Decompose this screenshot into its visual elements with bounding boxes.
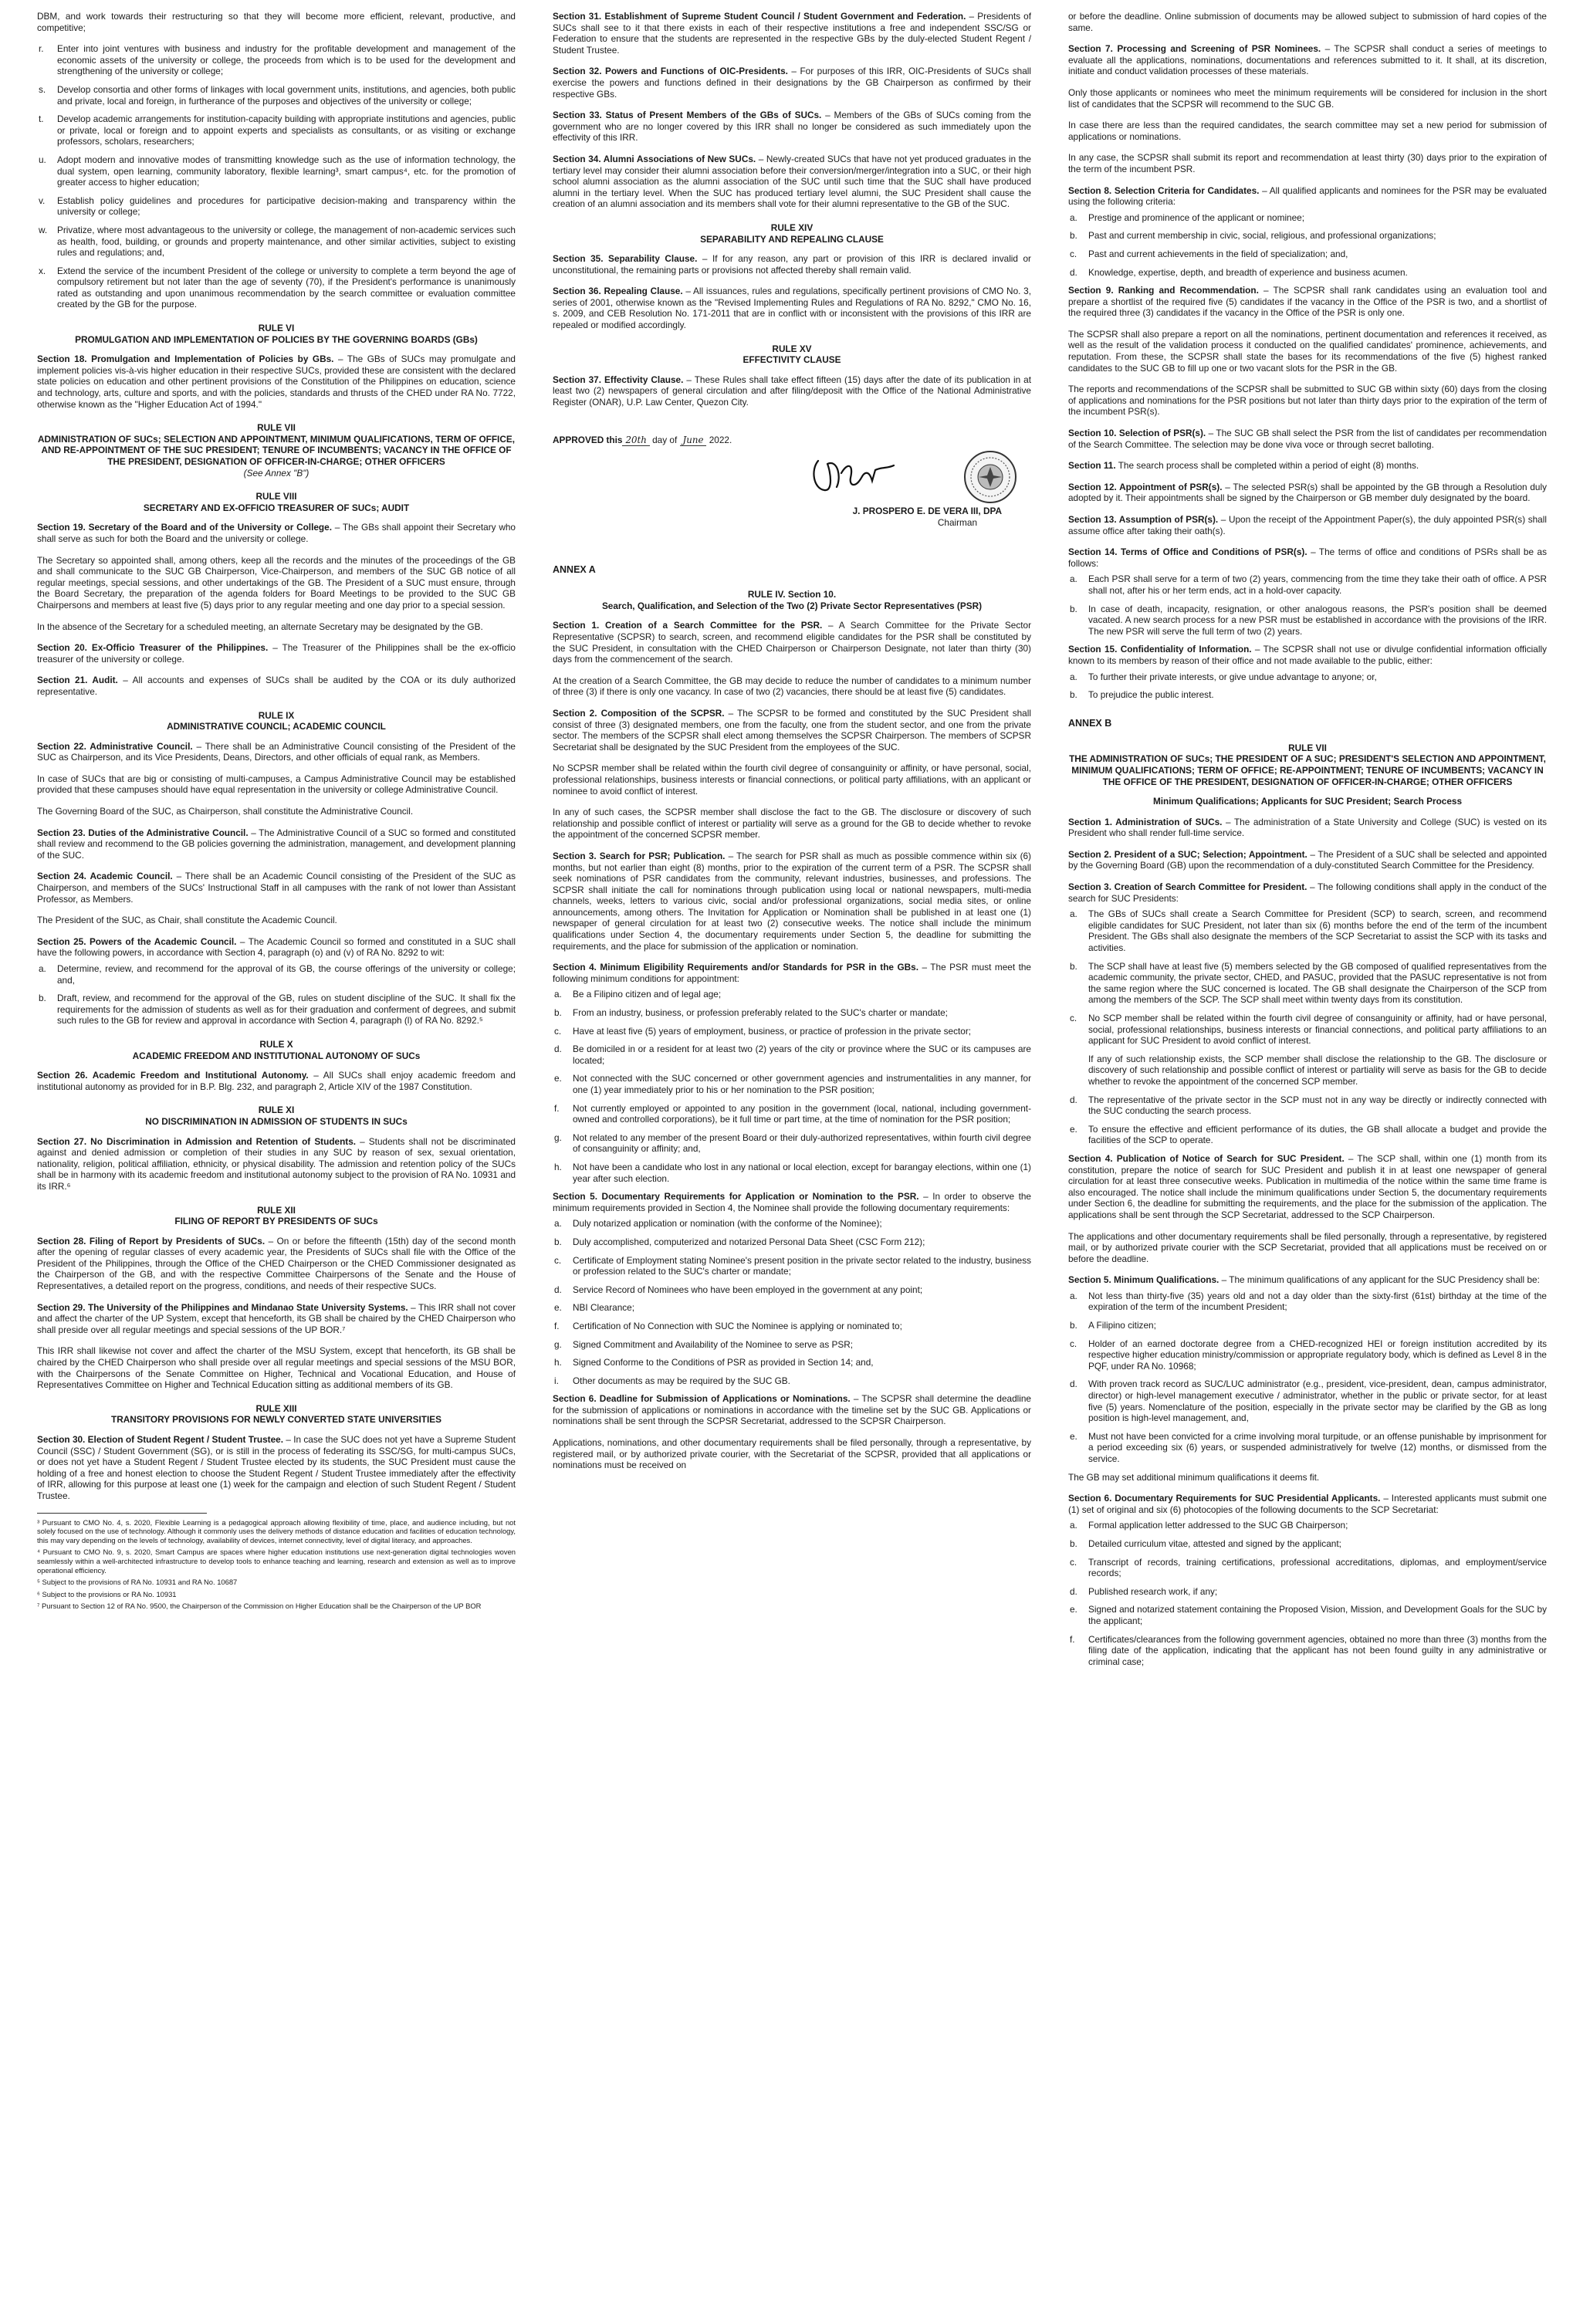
section-26: Section 26. Academic Freedom and Institutional Autonomy. – All SUCs shall enjoy academic freedom and institutional autonomy as provided for in B.P. Blg. 232, and paragraph 2, Article XIV of the 1987 Constitution. <box>37 1070 516 1092</box>
column-left <box>37 11 516 2319</box>
list-item-text: If any of such relationship exists, the SCP member shall disclose the relationship to the GB. The disclosure or discovery of such relationship and possible conflict of interest or partiality will serve as basis for the GB to decide whether to revoke the appointment of the concerned SCP member. <box>1088 1053 1547 1087</box>
list-item-label: e. <box>554 1073 562 1084</box>
section-34: Section 34. Alumni Associations of New SUCs. – Newly-created SUCs that have not yet produced graduates in the tertiary level may consider their alumni association before their conversion/merger/integration into a SUC, or their high school alumni association as the alumni association of the SUC until such time that the SUC shall have produced alumni in the tertiary level. When the SUC has produced tertiary level alumni, the SUC President shall cause the creation of an alumni association and its members shall vote for their alumni representative to the GB of the SUC. <box>553 153 1031 210</box>
list-item-label: t. <box>39 113 44 125</box>
list-item-label: c. <box>1070 248 1077 259</box>
list-item <box>37 225 516 259</box>
list-item-text: Duly accomplished, computerized and notarized Personal Data Sheet (CSC Form 212); <box>573 1236 925 1247</box>
list-item <box>1068 267 1547 279</box>
list-item-label: r. <box>39 43 44 55</box>
list-item-label: h. <box>554 1357 562 1368</box>
column-right <box>1068 11 1547 2319</box>
list-item <box>553 1218 1031 1230</box>
list-item <box>1068 1538 1547 1550</box>
list-item-label: b. <box>1070 1320 1077 1331</box>
list-item-text: With proven track record as SUC/LUC administrator (e.g., president, vice-president, dean, campus administrator, director) or high-level management executive / administrator, whether in the public or private sector, for at least five (5) years. Nomenclature of the position, especially in the private sector may be clarified by the GB as long position is high-level management, and, <box>1088 1379 1547 1424</box>
annex-a-section-9-paragraph: The SCPSR shall also prepare a report on all the nominations, pertinent documentation and references it received, as well as the result of the validation process it conducted on the qualified candidates' prominence, achievements, and reputation. From these, the SCPSR shall state the bases for its recommendations of the five (5) highest ranked candidates to the SUC GB to fill up one or two vacant slots for the PSR in the GB. <box>1068 328 1547 374</box>
list-item-text: Other documents as may be required by the SUC GB. <box>573 1375 790 1386</box>
list-academic-council-powers <box>37 963 516 1027</box>
list-item <box>1068 1320 1547 1331</box>
list-item <box>1068 604 1547 638</box>
annex-b-section-3: Section 3. Creation of Search Committee for President. – The following conditions shall apply in the conduct of the search for SUC Presidents: <box>1068 881 1547 904</box>
list-item-label: a. <box>1070 1520 1077 1531</box>
annex-a-heading: ANNEX A <box>553 564 596 576</box>
list-item <box>553 1103 1031 1125</box>
column-middle <box>553 11 1031 2319</box>
rule-heading: RULE XIII TRANSITORY PROVISIONS FOR NEWLY CONVERTED STATE UNIVERSITIES <box>110 1402 442 1426</box>
list-item <box>37 963 516 986</box>
annex-b-section-5: Section 5. Minimum Qualifications. – The minimum qualifications of any applicant for the SUC Presidency shall be: <box>1068 1274 1540 1286</box>
list-item-text: To ensure the effective and efficient performance of its duties, the GB shall allocate a budget and provide the facilities of the SCP to operate. <box>1088 1123 1547 1146</box>
list-item-text: Holder of an earned doctorate degree from a CHED-recognized HEI or foreign institution accredited by its respective higher education ministry/commission or appropriate regulatory body, which is defined as Level 8 in the PQF, under RA No. 10968; <box>1088 1338 1547 1372</box>
list-item-label: i. <box>554 1375 559 1386</box>
section-29: Section 29. The University of the Philippines and Mindanao State University Systems. – This IRR shall not cover and affect the charter of the UP System, except that henceforth, its GB shall be chaired by the CHED Chairperson who shall preside over all regular meetings and special sessions of the UP BOR.⁷ <box>37 1301 516 1335</box>
rule-heading: RULE XII FILING OF REPORT BY PRESIDENTS OF SUCs <box>174 1204 378 1227</box>
lead-paragraph: DBM, and work towards their restructuring so that they will become more efficient, relevant, productive, and competitive; <box>37 11 516 33</box>
list-item <box>553 1026 1031 1037</box>
footnote: ⁷ Pursuant to Section 12 of RA No. 9500, the Chairperson of the Commission on Higher Education shall be the Chairperson of the UP BOR <box>37 1602 482 1611</box>
official-seal-icon <box>963 450 1017 504</box>
list-item <box>37 266 516 310</box>
annex-a-section-7-paragraph: Only those applicants or nominees who meet the minimum requirements will be considered for inclusion in the short list of candidates that the SCPSR will recommend to the SUC GB. <box>1068 86 1547 110</box>
rule-heading: RULE VIII SECRETARY AND EX-OFFICIO TREASURER OF SUCs; AUDIT <box>143 491 410 513</box>
annex-a-section-3: Section 3. Search for PSR; Publication. – The search for PSR shall as much as possible commence within six (6) months, but not earlier than eight (8) months, prior to the expiration of the current term of a PSR. The SCPSR shall seek nominations of PSR candidates from the community, relevant industries, businesses, and professions. The SCPSR shall initiate the call for nominations through publication using local or national newspapers, multi-media channels, weeks, letters to various civic, social and/or professional organizations, social media sites, or online announcements, among others. The Invitation for Application or Nomination shall be published in at least one (1) newspaper of general circulation for at least two (2) consecutive weeks. The notice shall include the minimum qualifications under Section 4, the documentary requirements under Section 5, the deadline for submitting the requirements, and the place for submission of the application or nomination. <box>553 850 1031 952</box>
list-item-label: g. <box>554 1132 562 1143</box>
rule-heading: RULE XI NO DISCRIMINATION IN ADMISSION OF STUDENTS IN SUCs <box>145 1104 408 1127</box>
section-23: Section 23. Duties of the Administrative Council. – The Administrative Council of a SUC so formed and constituted shall review and recommend to the GB policies governing the administration, management, and development planning of the SUC. <box>37 827 516 861</box>
list-item-label: f. <box>1070 1633 1075 1645</box>
list-item-text: Prestige and prominence of the applicant or nominee; <box>1088 211 1305 223</box>
list-item-label: f. <box>554 1102 560 1114</box>
list-item-label: c. <box>554 1254 562 1266</box>
list-item <box>553 1236 1031 1248</box>
signature-block <box>553 455 1031 547</box>
list-item-text: Duly notarized application or nomination (with the conforme of the Nominee); <box>573 1218 882 1230</box>
list-item-label: c. <box>1070 1556 1077 1568</box>
list-item-label: h. <box>554 1161 562 1172</box>
list-item <box>1068 908 1547 953</box>
list-item-text: Be a Filipino citizen and of legal age; <box>573 989 722 1000</box>
rule-heading: RULE X ACADEMIC FREEDOM AND INSTITUTIONAL AUTONOMY OF SUCs <box>132 1038 421 1061</box>
list-psr-eligibility <box>553 989 1031 1184</box>
list-item-label: b. <box>554 1007 562 1019</box>
list-item-label: c. <box>1070 1013 1077 1023</box>
annex-a-section-7-paragraph: In case there are less than the required candidates, the search committee may set a new period for submission of applications or nominations. <box>1068 120 1547 142</box>
annex-b-section-5-paragraph: The GB may set additional minimum qualifications it deems fit. <box>1068 1471 1320 1483</box>
list-item <box>37 43 516 77</box>
list-item <box>553 1339 1031 1351</box>
list-item <box>1068 671 1547 683</box>
annex-a-section-8: Section 8. Selection Criteria for Candidates. – All qualified applicants and nominees for the PSR may be evaluated using the following criteria: <box>1068 184 1547 208</box>
list-item-text: In case of death, incapacity, resignation, or other analogous reasons, the PSR's position shall be deemed vacated. A new search process for a new PSR must be established in accordance with the provisions of the IRR. The new PSR will serve the full term of two (2) years. <box>1088 603 1547 637</box>
annex-a-section-4: Section 4. Minimum Eligibility Requirements and/or Standards for PSR in the GBs. – The PSR must meet the following minimum conditions for appointment: <box>553 962 1031 984</box>
footnote: ⁶ Subject to the provisions or RA No. 10931 <box>37 1589 177 1598</box>
footnote: ³ Pursuant to CMO No. 4, s. 2020, Flexible Learning is a pedagogical approach allowing flexibility of time, place, and audience including, but not solely focused on the use of technology. Although it commonly uses the delivery methods of distance education and facilities of education technology, this may vary depending on the levels of technology, availability of devices, internet connectivity, level of digital literacy, and approaches. <box>37 1517 516 1544</box>
annex-b-section-2: Section 2. President of a SUC; Selection; Appointment. – The President of a SUC shall be selected and appointed by the Governing Board (GB) upon the recommendation of a duly-constituted Search Committee for the Presidency. <box>1068 848 1547 871</box>
list-item-label: g. <box>554 1338 562 1350</box>
list-item-text: Have at least five (5) years of employment, business, or practice of profession in the private sector; <box>573 1025 972 1037</box>
list-item <box>37 113 516 147</box>
list-item <box>1068 1094 1547 1117</box>
list-item <box>1068 212 1547 224</box>
list-item <box>37 993 516 1027</box>
section-19-paragraph: The Secretary so appointed shall, among others, keep all the records and the minutes of the proceedings of the GB and shall communicate to the SUC GB Chairperson, Vice-Chairperson, and members of the SUC GB notice of all regular meetings, special sessions, and other undertakings of the GB. The President of a SUC must ensure, through the Board Secretary, the preparation of the agenda folders for Board Meetings to be provided to the SUC GB Chairpersons and members at least five (5) days prior to any regular meeting and one day prior to a special session. <box>37 554 516 611</box>
list-item-text: Certification of No Connection with SUC the Nominee is applying or nominated to; <box>573 1320 902 1331</box>
list-item <box>1068 573 1547 596</box>
list-item <box>553 989 1031 1000</box>
annex-a-section-13: Section 13. Assumption of PSR(s). – Upon the receipt of the Appointment Paper(s), the duly appointed PSR(s) shall assume office after taking their oath(s). <box>1068 514 1547 536</box>
list-item-text: The representative of the private sector in the SCP must not in any way be directly or indirectly connected with the SUC conducting the search process. <box>1088 1094 1547 1117</box>
list-item-label: a. <box>39 963 46 974</box>
annex-a-section-9: Section 9. Ranking and Recommendation. – The SCPSR shall rank candidates using an evaluation tool and prepare a shortlist of the required five (5) candidates if the vacancy in the Office of the PSR is two, and a shortlist of the required three (3) candidates if the vacancy in the Office of the PSR is only one. <box>1068 285 1547 319</box>
list-item-label: a. <box>1070 211 1077 223</box>
list-item-text: Past and current achievements in the field of specialization; and, <box>1088 248 1348 259</box>
section-24-paragraph: The President of the SUC, as Chair, shall constitute the Academic Council. <box>37 915 337 926</box>
list-item-text: Determine, review, and recommend for the approval of its GB, the course offerings of the university or college; and, <box>57 963 516 986</box>
list-item-label: u. <box>39 154 46 165</box>
section-36: Section 36. Repealing Clause. – All issuances, rules and regulations, specifically pertinent provisions of CMO No. 3, series of 2001, otherwise known as the "Revised Implementing Rules and Regulations of RA No. 8292," CMO No. 16, s. 2009, and CEB Resolution No. 171-2011 that are in conflict with or inconsistent with the provisions of this IRR are repealed or modified accordingly. <box>553 286 1031 331</box>
list-item-text: Enter into joint ventures with business and industry for the profitable development and management of the economic assets of the university or college, the proceeds from which is to be used for the development and strengthening of the university or college; <box>57 43 516 77</box>
list-item-text: Certificate of Employment stating Nominee's present position in the private sector related to the industry, business or profession related to the SUC's charter or mandate; <box>573 1254 1031 1277</box>
list-item <box>1068 249 1547 260</box>
signatory-title: Chairman <box>937 517 977 529</box>
list-item-label: a. <box>1070 1290 1077 1301</box>
list-item-text: Each PSR shall serve for a term of two (2) years, commencing from the time they take their oath of office. A PSR shall not, after his or her term ends, act in a hold-over capacity. <box>1088 573 1547 596</box>
annex-a-section-9-paragraph: The reports and recommendations of the SCPSR shall be submitted to SUC GB within sixty (60) days from the closing of applications and nominations for the PSR positions but not later than thirty days prior to the expiration of the term of the incumbent PSR(s). <box>1068 384 1547 418</box>
list-item-label: d. <box>554 1044 562 1055</box>
list-item <box>1068 1557 1547 1579</box>
annex-a-section-2-paragraph: No SCPSR member shall be related within the fourth civil degree of consanguinity or affinity, or have personal, social, professional relationships, business interests or financial connections, or political party affiliations, with an applicant or nominee to avoid conflict of interest. <box>553 763 1031 797</box>
approval-line: APPROVED this 20th day of June 2022. <box>553 434 732 445</box>
list-item-text: Not have been a candidate who lost in any national or local election, except for barangay elections, within one (1) year after such election. <box>573 1161 1031 1184</box>
list-item-label: c. <box>1070 1338 1077 1349</box>
list-item <box>553 1321 1031 1332</box>
annex-a-section-14: Section 14. Terms of Office and Conditions of PSR(s). – The terms of office and conditions of PSRs shall be as follows: <box>1068 546 1547 569</box>
annex-a-section-10: Section 10. Selection of PSR(s). – The SUC GB shall select the PSR from the list of candidates per recommendation of the Search Committee. The selection may be done viva voce or through secret balloting. <box>1068 428 1547 450</box>
list-item <box>1068 1431 1547 1465</box>
list-item-text: Not connected with the SUC concerned or other government agencies and instrumentalities in any manner, for one (1) year immediately prior to his or her nomination to the PSR position; <box>573 1073 1031 1095</box>
section-31: Section 31. Establishment of Supreme Student Council / Student Government and Federation. – Presidents of SUCs shall see to it that there exists in each of their respective institutions a free and independent SSC/SG or Federation to ensure that the students are represented in the respective GBs by the duly-elected Student Regent / Student Trustee. <box>553 11 1031 56</box>
section-22: Section 22. Administrative Council. – There shall be an Administrative Council consisting of the President of the SUC as Chairperson, and its Vice Presidents, Deans, Directors, and other officials of equal rank, as Members. <box>37 740 516 763</box>
list-item-label: b. <box>1070 960 1077 972</box>
list-item <box>553 1302 1031 1314</box>
list-item-text: Privatize, where most advantageous to the university or college, the management of non-academic services such as health, food, building, or grounds and property maintenance, and other similar activities, subject to existing rules and regulations; and, <box>57 224 516 259</box>
rule-heading: RULE XV EFFECTIVITY CLAUSE <box>743 343 841 366</box>
list-item-text: Published research work, if any; <box>1088 1585 1218 1597</box>
list-item-text: A Filipino citizen; <box>1088 1320 1156 1331</box>
section-22-paragraph: In case of SUCs that are big or consisting of multi-campuses, a Campus Administrative Council may be established provided that these campuses should have equal representation in the university or college Administrative Council. <box>37 773 516 796</box>
list-terms-of-office <box>1068 573 1547 637</box>
annex-a-section-5: Section 5. Documentary Requirements for Application or Nomination to the PSR. – In order to observe the minimum requirements provided in Section 4, the Nominee shall provide the following documentary requirements: <box>553 1191 1031 1213</box>
list-item <box>1068 1124 1547 1146</box>
annex-a-section-12: Section 12. Appointment of PSR(s). – The selected PSR(s) shall be appointed by the GB through a Resolution duly adopted by it. Their appointments shall be signed by the Chairperson or GB member duly designated by the board. <box>1068 481 1547 504</box>
rule-heading: RULE VII ADMINISTRATION OF SUCs; SELECTION AND APPOINTMENT, MINIMUM QUALIFICATIONS, TERM OF OFFICE, AND RE-APPOINTMENT OF THE SUC PRESIDENT; TENURE OF INCUMBENTS; VACANCY IN THE OFFICE OF THE PRESIDENT, DESIGNATION OF OFFICER-IN-CHARGE; OTHER OFFICERS (See Annex "B") <box>37 422 515 479</box>
list-item <box>553 1255 1031 1277</box>
rule-heading: RULE IV. Section 10. Search, Qualification, and Selection of the Two (2) Private Sector Representatives (PSR) <box>601 589 983 611</box>
list-item <box>1068 1013 1547 1047</box>
list-item <box>1068 1291 1547 1313</box>
list-item-text: Formal application letter addressed to the SUC GB Chairperson; <box>1088 1520 1348 1531</box>
annex-b-section-4-paragraph: The applications and other documentary requirements shall be filed personally, through a representative, by registered mail, or by authorized private courier with the SCP Secretariat, provided that all applications must be received on or before the deadline. <box>1068 1230 1547 1264</box>
list-item-text: Be domiciled in or a resident for at least two (2) years of the city or province where the SUC or its campuses are located; <box>573 1044 1031 1066</box>
list-item-label: a. <box>1070 573 1077 585</box>
list-presidential-documents <box>1068 1520 1547 1667</box>
list-item <box>1068 1634 1547 1668</box>
list-item-text: No SCP member shall be related within the fourth civil degree of consanguinity or affinity, had or have personal, social, professional relationships, business interests or financial connections, and political party affiliations to an applicant for SUC President to avoid conflict of interest. <box>1088 1013 1547 1047</box>
section-33: Section 33. Status of Present Members of the GBs of SUCs. – Members of the GBs of SUCs coming from the government who are no longer covered by this IRR shall no longer be considered as such immediately upon the effectivity of this IRR. <box>553 110 1031 144</box>
rule-heading: RULE VI PROMULGATION AND IMPLEMENTATION OF POLICIES BY THE GOVERNING BOARDS (GBs) <box>75 323 478 345</box>
list-item-text: Develop academic arrangements for institution-capacity building with appropriate institutions and agencies, public or private, local or foreign and to appoint experts and specialists as consultants, or as visiting or exchange professors, scholars, researchers; <box>57 113 516 147</box>
list-item-text: To further their private interests, or give undue advantage to anyone; or, <box>1088 671 1377 682</box>
list-item-label: a. <box>1070 908 1077 920</box>
list-item-label: e. <box>1070 1604 1077 1615</box>
list-item <box>1068 1586 1547 1598</box>
list-item <box>553 1375 1031 1387</box>
list-item-text: Transcript of records, training certifications, professional accreditations, diplomas, and employment/service records; <box>1088 1556 1547 1579</box>
list-item-label: b. <box>1070 689 1077 701</box>
list-item-label: d. <box>1070 1585 1077 1597</box>
list-item <box>553 1162 1031 1184</box>
list-item-text: Service Record of Nominees who have been employed in the government at any point; <box>573 1284 923 1295</box>
list-item-label: a. <box>1070 671 1077 682</box>
footnotes <box>37 1518 516 1611</box>
list-item-text: NBI Clearance; <box>573 1302 634 1314</box>
list-powers-r-to-x <box>37 43 516 310</box>
list-search-committee-conditions <box>1068 908 1547 1146</box>
list-item-label: d. <box>1070 266 1077 278</box>
section-21: Section 21. Audit. – All accounts and expenses of SUCs shall be audited by the COA or its duly authorized representative. <box>37 675 516 697</box>
list-confidentiality <box>1068 671 1547 701</box>
list-item-label: v. <box>39 195 46 206</box>
list-item-label: f. <box>554 1320 560 1331</box>
annex-a-section-1: Section 1. Creation of a Search Committee for the PSR. – A Search Committee for the Private Sector Representative (SCPSR) to search, screen, and recommend eligible candidates for the PSR shall be constituted by the SUC President, in consultation with the CHED Chairperson or Chairperson Designate, not later than thirty (30) days from the commencement of the search. <box>553 620 1031 665</box>
section-25: Section 25. Powers of the Academic Council. – The Academic Council so formed and constituted in a SUC shall have the following powers, in accordance with Section 4, paragraph (o) and (v) of RA No. 8292 to wit: <box>37 935 516 959</box>
annex-a-section-2: Section 2. Composition of the SCPSR. – The SCPSR to be formed and constituted by the SUC President shall consist of three (3) designated members, one from the faculty, one from the student sector, and one from the private sector. The members of the SCPSR shall elect among themselves the SCPSR Chairperson. The members of SCPSR Secretariat shall be designated by the SUC President from the employees of the SUC. <box>553 707 1031 753</box>
list-item-label: e. <box>1070 1123 1077 1135</box>
list-item <box>1068 1604 1547 1626</box>
annex-a-section-1-paragraph: At the creation of a Search Committee, the GB may decide to reduce the number of candidates to a minimum number of three (3) if there is only one vacancy. In case of two (2) vacancies, there should be at least five (5) candidates. <box>553 675 1031 698</box>
annex-a-section-6-paragraph: Applications, nominations, and other documentary requirements shall be filed personally, through a representative, by registered mail, or by authorized private courier, with the Secretariat of the SCPSR, provided that all applications or nominations must be received on <box>553 1437 1031 1471</box>
section-20: Section 20. Ex-Officio Treasurer of the Philippines. – The Treasurer of the Philippines shall be the ex-officio treasurer of the university or college. <box>37 642 516 665</box>
list-item <box>1068 961 1547 1006</box>
list-item-text: Draft, review, and recommend for the approval of the GB, rules on student discipline of the SUC. It shall fix the requirements for the admission of students as well as for their graduation and conferment of degrees, and submit such rules to the GB for review and approval in accordance with Section 4, paragraph (l) of RA No. 8292.⁵ <box>57 993 516 1027</box>
rule-heading: RULE XIV SEPARABILITY AND REPEALING CLAUSE <box>700 222 884 245</box>
list-item <box>553 1044 1031 1066</box>
list-item-text: The SCP shall have at least five (5) members selected by the GB composed of qualified representatives from the academic community, the private sector, CHED, and PASUC, provided that the PASUC representative is not from the same region where the SUC concerned is located. The GB shall designate the Chairperson of the SCP from among the members of the SCP. The SCP shall meet within twenty days from its constitution. <box>1088 960 1547 1006</box>
list-item-label: b. <box>1070 230 1077 242</box>
section-28: Section 28. Filing of Report by Presidents of SUCs. – On or before the fifteenth (15th) day of the second month after the opening of regular classes of every academic year, the Presidents of SUCs shall file with the Office of the President of the Philippines, through the Office of the CHED Chairperson or the CHED Commissioner designated as the Chairperson of the GB, and with the respective Committee Chairpersons of the Senate and the House of Representatives, a detailed report on the progress, conditions, and needs of their respective SUCs. <box>37 1235 516 1292</box>
list-item-text: From an industry, business, or profession preferably related to the SUC's charter or mandate; <box>573 1007 948 1019</box>
section-29-paragraph: This IRR shall likewise not cover and affect the charter of the MSU System, except that henceforth, its GB shall be chaired by the CHED Chairperson who shall preside over all regular meetings and special sessions of the MSU BOR, with the Chairpersons of the Senate Committee on Higher, Technical and Vocational Education, and House of Representatives Committee on Higher and Technical Education sitting as additional members of its GB. <box>37 1345 516 1391</box>
annex-a-section-15: Section 15. Confidentiality of Information. – The SCPSR shall not use or divulge confidential information officially known to its members by reason of their office and not made available to the public, either: <box>1068 644 1547 666</box>
list-item <box>1068 1338 1547 1372</box>
list-item-label: d. <box>1070 1094 1077 1105</box>
list-item-label: b. <box>1070 603 1077 614</box>
lead-paragraph: or before the deadline. Online submission of documents may be allowed subject to submission of hard copies of the same. <box>1068 11 1547 33</box>
list-item-label: x. <box>39 265 46 276</box>
list-item-text: Signed Commitment and Availability of the Nominee to serve as PSR; <box>573 1338 854 1350</box>
list-item <box>1068 689 1547 701</box>
handwritten-signature <box>807 455 900 501</box>
annex-b-section-6: Section 6. Documentary Requirements for SUC Presidential Applicants. – Interested applicants must submit one (1) set of original and six (6) photocopies of the following documents to the SCP Secretariat: <box>1068 1493 1547 1515</box>
list-psr-documents <box>553 1218 1031 1386</box>
section-30: Section 30. Election of Student Regent / Student Trustee. – In case the SUC does not yet have a Supreme Student Council (SSC) / Student Government (SG), or is still in the process of federating its SSC/SG, for multi-campus SUCs, or does not yet have a Student Regent / Student Trustee elected by its students, the SUC President must cause the holding of a free and honest election to choose the Student Regent / Student Trustee immediately after the effectivity of IRR, allowing for this purpose at least one (1) week for the campaign and election of such Student Regent / Student Trustee. <box>37 1434 516 1501</box>
rule-heading: RULE IX ADMINISTRATIVE COUNCIL; ACADEMIC COUNCIL <box>167 709 386 732</box>
section-18: Section 18. Promulgation and Implementation of Policies by GBs. – The GBs of SUCs may promulgate and implement policies vis-à-vis higher education in their respective SUCs, provided these are consistent with the declared state policies on education and other pertinent provisions of the Constitution of the Philippines on education, science and technology, arts, culture and sports, and with the policies, standards and thrusts of the CHED under RA No. 7722, otherwise known as the "Higher Education Act of 1994." <box>37 354 516 410</box>
list-item <box>553 1284 1031 1296</box>
annex-a-section-7: Section 7. Processing and Screening of PSR Nominees. – The SCPSR shall conduct a series of meetings to evaluate all the applications, nominations, documentations and references submitted to it. It shall, at its discretion, initiate and conduct validation processes of these materials. <box>1068 43 1547 77</box>
list-item-text: The GBs of SUCs shall create a Search Committee for President (SCP) to search, screen, and recommend eligible candidates for SUC President, not later than six (6) months before the end of the term of the incumbent President. The GBs shall also designate the members of the SCP Secretariat to assist the SCP with its tasks and activities. <box>1088 908 1547 954</box>
list-item <box>37 154 516 188</box>
list-item <box>1068 1379 1547 1423</box>
list-item-text: Certificates/clearances from the following government agencies, obtained no more than three (3) months from the filing date of the application, indicating that the applicant has not been found guilty in any administrative or criminal case; <box>1088 1633 1547 1667</box>
annex-b-heading: ANNEX B <box>1068 717 1112 729</box>
section-27: Section 27. No Discrimination in Admission and Retention of Students. – Students shall not be discriminated against and denied admission or completion of their studies in any SUC by reason of sex, sexual orientation, nationality, religion, political affiliation, ethnicity, or physical disability. The admission and retention policy of the SUCs shall be in harmony with its academic freedom and institutional autonomy subject to the provision of RA No. 10931 and its IRR.⁶ <box>37 1135 516 1192</box>
list-item-label: w. <box>39 224 48 235</box>
list-item <box>1068 1054 1547 1088</box>
annex-b-section-1: Section 1. Administration of SUCs. – The administration of a State University and College (SUC) is vested on its President who shall render full-time service. <box>1068 816 1547 839</box>
list-item <box>1068 1520 1547 1531</box>
list-item <box>553 1357 1031 1368</box>
footnote-divider <box>37 1513 207 1514</box>
list-item <box>37 195 516 218</box>
section-22-paragraph: The Governing Board of the SUC, as Chairperson, shall constitute the Administrative Council. <box>37 806 414 817</box>
list-item <box>553 1007 1031 1019</box>
list-item-text: Extend the service of the incumbent President of the college or university to complete a term beyond the age of compulsory retirement but not later than the age of seventy (70), if the President's performance is unanimously rated as outstanding and upon unanimous recommendation by the search committee or evaluation committee created by the GB for the purpose. <box>57 265 516 310</box>
list-item-label: b. <box>554 1236 562 1247</box>
list-item-text: Not less than thirty-five (35) years old and not a day older than the sixty-first (61st) birthday at the time of the expiration of the term of the incumbent President; <box>1088 1290 1547 1313</box>
list-item <box>553 1132 1031 1155</box>
list-item-text: Must not have been convicted for a crime involving moral turpitude, or an offense punishable by imprisonment for a period exceeding six (6) years, or suspended administratively for twelve (12) months, or dismissed from the service. <box>1088 1430 1547 1464</box>
list-item-text: Not related to any member of the present Board or their duly-authorized representatives, within fourth civil degree of consanguinity or affinity; and, <box>573 1132 1031 1155</box>
list-item-text: Past and current membership in civic, social, religious, and professional organizations; <box>1088 230 1436 242</box>
section-19: Section 19. Secretary of the Board and of the University or College. – The GBs shall appoint their Secretary who shall serve as such for both the Board and the university or college. <box>37 522 516 544</box>
rule-heading: RULE VII THE ADMINISTRATION OF SUCs; THE PRESIDENT OF A SUC; PRESIDENT'S SELECTION AND APPOINTMENT, MINIMUM QUALIFICATIONS; TERM OF OFFICE; RE-APPOINTMENT; TENURE OF INCUMBENTS; VACANCY IN THE OFFICE OF THE PRESIDENT, DESIGNATION OF OFFICER-IN-CHARGE; OTHER OFFICERS <box>1069 742 1546 787</box>
list-selection-criteria <box>1068 212 1547 278</box>
list-minimum-qualifications <box>1068 1291 1547 1465</box>
list-item-label: e. <box>1070 1430 1077 1442</box>
list-item-text: Detailed curriculum vitae, attested and signed by the applicant; <box>1088 1537 1341 1549</box>
list-item-label: d. <box>554 1284 562 1295</box>
list-item-text: Knowledge, expertise, depth, and breadth of experience and business acumen. <box>1088 266 1408 278</box>
list-item <box>1068 230 1547 242</box>
list-item <box>37 84 516 107</box>
list-item-text: Not currently employed or appointed to any position in the government (local, national, including government-owned and controlled corporations), be it full time or part time, at the time of nomination for the PSR position; <box>573 1102 1031 1125</box>
list-item-label: e. <box>554 1302 562 1314</box>
list-item-label: d. <box>1070 1379 1077 1390</box>
annex-a-section-7-paragraph: In any case, the SCPSR shall submit its report and recommendation at least thirty (30) days prior to the expiration of the term of the incumbent PSR. <box>1068 152 1547 174</box>
list-item-text: Develop consortia and other forms of linkages with local government units, institutions, and agencies, both public and private, local and foreign, in furtherance of the purposes and objectives of the university or college; <box>57 83 516 107</box>
section-24: Section 24. Academic Council. – There shall be an Academic Council consisting of the President of the SUC as Chairperson, and members of the SUCs' Instructional Staff in all campuses with the rank of not lower than Assistant Professor, as Members. <box>37 871 516 905</box>
annex-b-section-4: Section 4. Publication of Notice of Search for SUC President. – The SCP shall, within one (1) month from its constitution, prepare the notice of search for SUC President and publish it in at least one newspaper of general circulation for at least three consecutive weeks. Publication in multimedia of the notice within the same time frame is also encouraged. The notice shall include the minimum qualifications under Section 5, the documentary requirements under Section 6, the deadline for submitting the requirements, and the place for the submission of the application. The applications shall be sent through the SCP Secretariat, addressed to the SCP Chairperson. <box>1068 1152 1547 1220</box>
annex-a-section-6: Section 6. Deadline for Submission of Applications or Nominations. – The SCPSR shall determine the deadline for the submission of applications or nominations in accordance with the timeline set by the SUC GB. Applications or nominations shall be sent through the SCPSR Secretariat, addressed to the SCPSR Chairperson. <box>553 1393 1031 1427</box>
annex-a-section-2-paragraph: In any of such cases, the SCPSR member shall disclose the fact to the GB. The disclosure or discovery of such relationship and possible conflict of interest or partiality will serve as a ground for the GB to decide whether to revoke the appointment of the concerned SCPSR member. <box>553 807 1031 841</box>
list-item-label: b. <box>39 993 46 1004</box>
list-item-label: a. <box>554 989 562 1000</box>
footnote: ⁴ Pursuant to CMO No. 9, s. 2020, Smart Campus are spaces where higher education institutions use next-generation digital technologies woven seamlessly within a well-architected infrastructure to develop tools to enhance teaching and learning, research and extension as well as to improve operational efficiency. <box>37 1548 516 1575</box>
section-37: Section 37. Effectivity Clause. – These Rules shall take effect fifteen (15) days after the date of its publication in at least two (2) newspapers of general circulation and after filing/deposit with the Office of the National Administrative Register (ONAR), U.P. Law Center, Quezon City. <box>553 374 1031 408</box>
list-item-label: b. <box>1070 1537 1077 1549</box>
signatory-name: J. PROSPERO E. DE VERA III, DPA <box>852 506 1002 517</box>
list-item-text: Adopt modern and innovative modes of transmitting knowledge such as the use of information technology, the dual system, open learning, community laboratory, flexible learning³, smart campus⁴, etc. for the promotion of greater access to higher education; <box>57 154 516 188</box>
annex-a-section-11: Section 11. The search process shall be completed within a period of eight (8) months. <box>1068 460 1419 472</box>
section-32: Section 32. Powers and Functions of OIC-Presidents. – For purposes of this IRR, OIC-Presidents of SUCs shall exercise the powers and functions defined in their designations by the GB Chairperson as confirmed by their respective GBs. <box>553 66 1031 100</box>
section-19-paragraph: In the absence of the Secretary for a scheduled meeting, an alternate Secretary may be designated by the GB. <box>37 621 483 632</box>
list-item-text: Signed Conforme to the Conditions of PSR as provided in Section 14; and, <box>573 1357 874 1368</box>
list-item-label: a. <box>554 1218 562 1230</box>
list-item-label: c. <box>554 1025 562 1037</box>
footnote: ⁵ Subject to the provisions of RA No. 10931 and RA No. 10687 <box>37 1578 238 1587</box>
list-item-text: To prejudice the public interest. <box>1088 689 1214 701</box>
annex-b-subheading: Minimum Qualifications; Applicants for SUC President; Search Process <box>1152 796 1463 807</box>
list-item-text: Establish policy guidelines and procedures for participative decision-making and transparency within the university or college; <box>57 195 516 218</box>
list-item-label: s. <box>39 83 46 95</box>
list-item-text: Signed and notarized statement containing the Proposed Vision, Mission, and Development Goals for the SUC by the applicant; <box>1088 1604 1547 1626</box>
section-35: Section 35. Separability Clause. – If for any reason, any part or provision of this IRR is declared invalid or unconstitutional, the remaining parts or provisions not affected thereby shall remain valid. <box>553 253 1031 276</box>
list-item <box>553 1073 1031 1095</box>
